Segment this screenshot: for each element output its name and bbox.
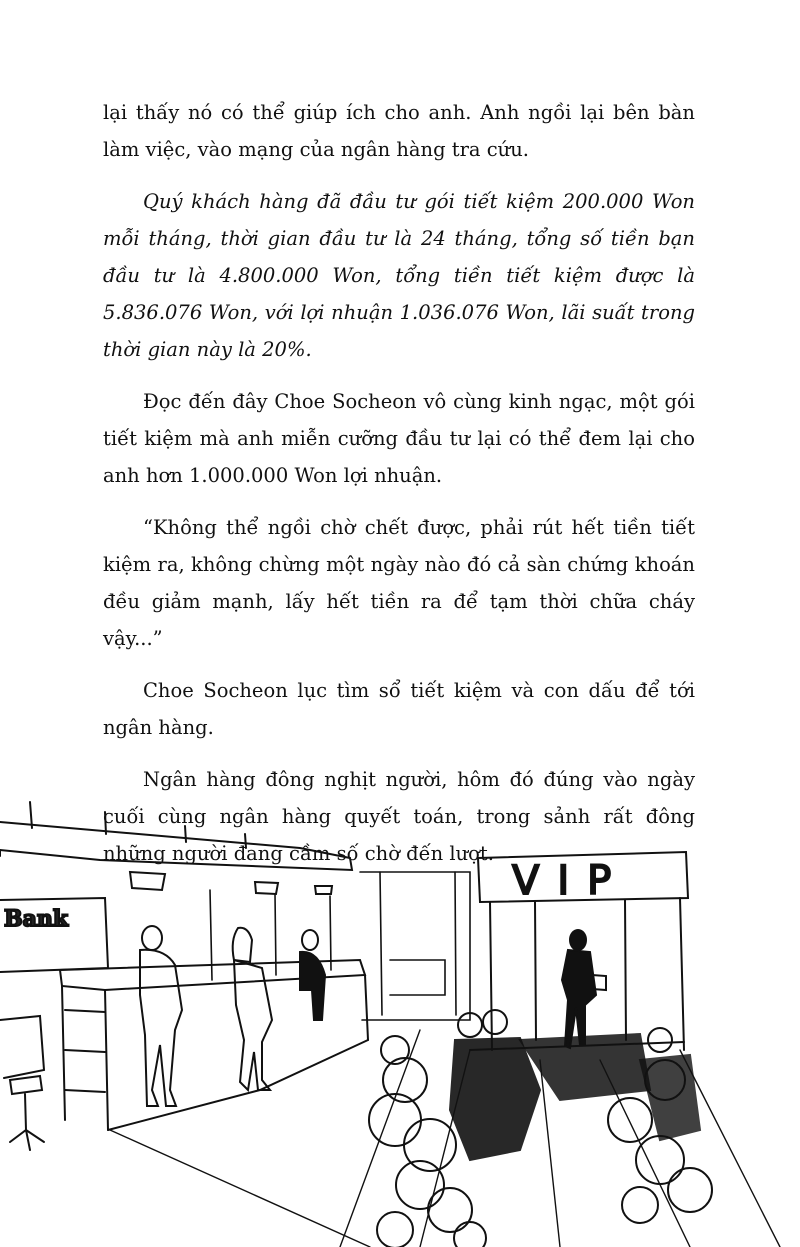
paragraph-bank-statement: Quý khách hàng đã đầu tư gói tiết kiệm 200.000 Won mỗi tháng, thời gian đầu tư là 24 tháng, tổng số tiền bạn đầu tư là 4.800.000 Won, tổng tiền tiết kiệm được là 5.836.076 Won, với lợi nhuận 1.036.076 Won, lãi suất trong thời gian này là 20%. (103, 190, 695, 361)
bank-sign (0, 898, 108, 972)
paragraph-search: Choe Socheon lục tìm sổ tiết kiệm và con dấu để tới ngân hàng. (103, 679, 695, 739)
vip-sign-label: VIP (512, 858, 630, 904)
paragraph-crowded-bank: Ngân hàng đông nghịt người, hôm đó đúng vào ngày cuối cùng ngân hàng quyết toán, trong sảnh rất đông những người đang cầm số chờ đến lượt. (103, 768, 695, 865)
paragraph-surprise: Đọc đến đây Choe Socheon vô cùng kinh ngạc, một gói tiết kiệm mà anh miễn cưỡng đầu tư lại có thể đem lại cho anh hơn 1.000.000 Won lợi nhuận. (103, 390, 695, 487)
back-wall-windows (210, 872, 470, 1020)
waiting-crowd (369, 1010, 712, 1247)
ceiling-canopy (0, 802, 352, 894)
vip-area (470, 852, 688, 1050)
page-body-text (103, 94, 695, 887)
paragraph-continuation: lại thấy nó có thể giúp ích cho anh. Anh ngồi lại bên bàn làm việc, vào mạng của ngân hàng tra cứu. (103, 101, 695, 161)
customer-dark (300, 930, 325, 1020)
customer-woman (233, 928, 272, 1090)
paragraph-quote: “Không thể ngồi chờ chết được, phải rút hết tiền tiết kiệm ra, không chừng một ngày nào đó cả sàn chứng khoán đều giảm mạnh, lấy hết tiền ra để tạm thời chữa cháy vậy...” (103, 516, 695, 650)
customer-man (140, 926, 182, 1106)
bank-hall-illustration (0, 790, 800, 1247)
office-chair (0, 1016, 44, 1150)
bank-sign-label: Bank (4, 906, 69, 932)
